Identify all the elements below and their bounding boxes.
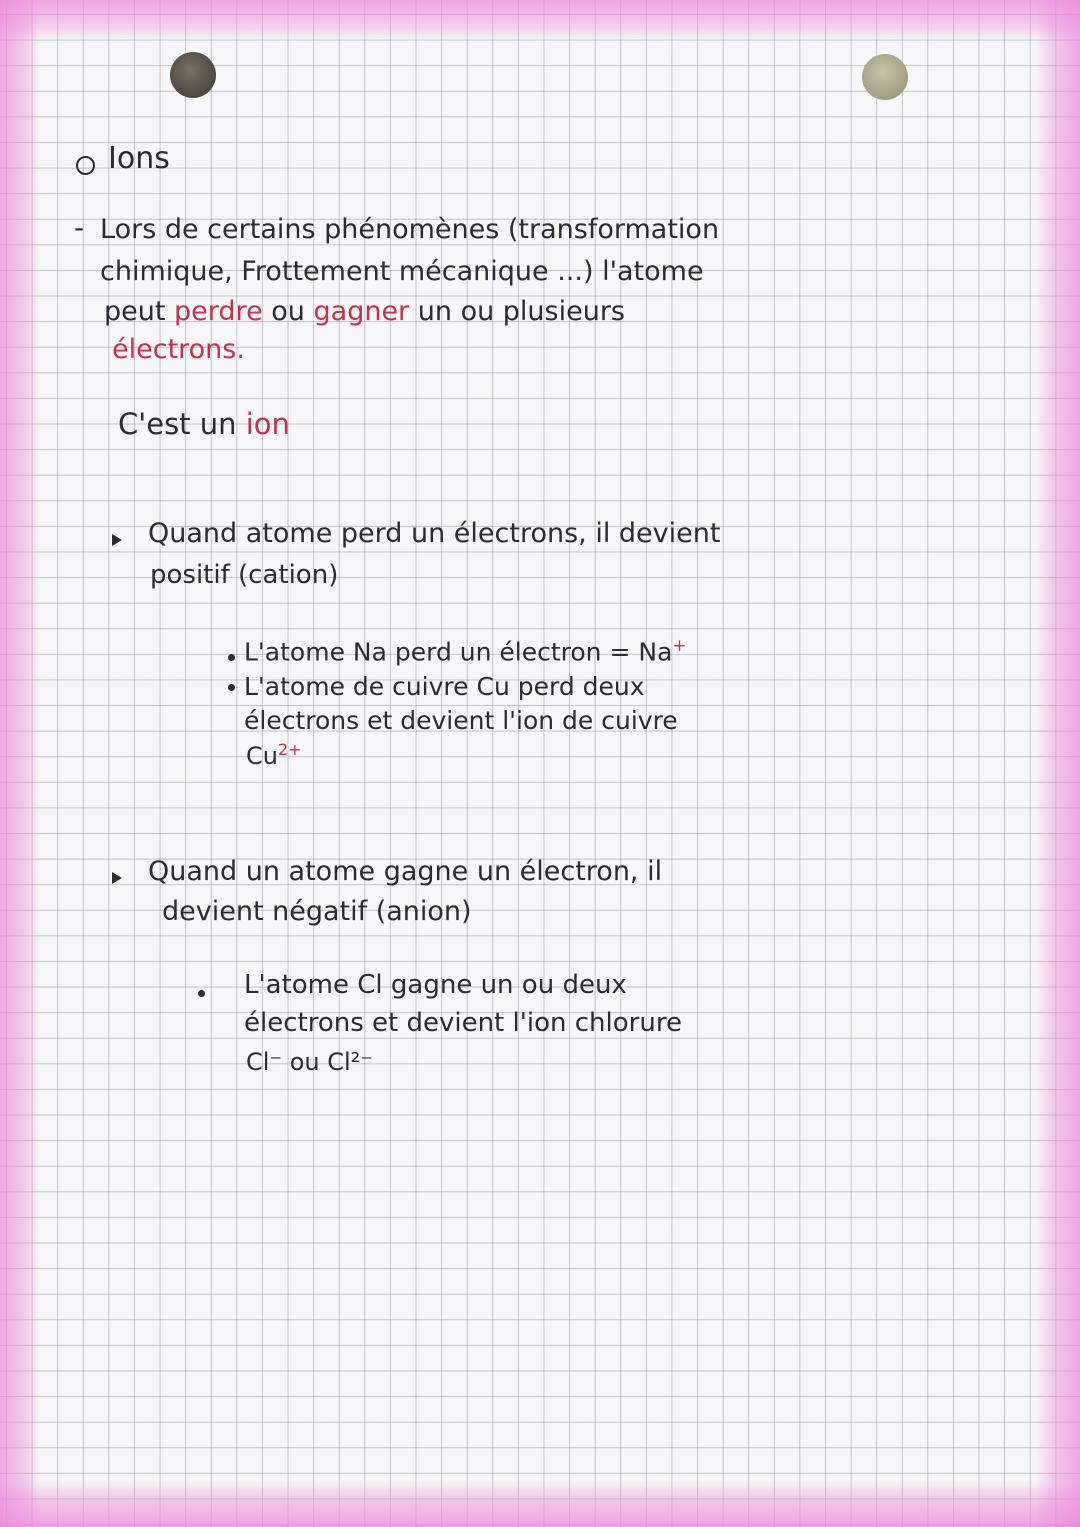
anion-example-line-1: L'atome Cl gagne un ou deux [244,970,627,1000]
intro-dash: - [74,211,85,244]
anion-example-line-3: Cl⁻ ou Cl²⁻ [246,1048,373,1076]
punch-hole-right [862,54,908,100]
copper-symbol: Cu [246,742,278,770]
intro-lose-word: perdre [174,296,263,327]
pink-border-bottom [0,1481,1080,1527]
definition-line [118,407,290,441]
intro-electrons-word: électrons. [112,334,245,365]
cation-example-1 [244,636,687,667]
pink-border-right [1036,0,1080,1527]
triangle-bullet-icon [112,872,122,884]
section-title: Ions [108,141,170,176]
cation-example-2-bullet [228,684,235,691]
punch-hole-left [170,52,216,98]
anion-line-2: devient négatif (anion) [162,896,472,927]
intro-gain-word: gagner [313,296,410,327]
cation-line-2: positif (cation) [150,560,339,590]
cation-example-1-text: L'atome Na perd un électron = Na [244,637,673,667]
cation-example-2-line-2: électrons et devient l'ion de cuivre [244,706,678,735]
intro-or-word: ou [271,296,305,327]
anion-example-line-2: électrons et devient l'ion chlorure [244,1008,682,1038]
pink-border-top [0,0,1080,40]
cation-example-1-charge: + [672,636,687,656]
definition-text: C'est un [118,407,237,441]
cation-example-2-line-3 [246,742,302,768]
definition-term: ion [245,407,290,441]
intro-line-2: chimique, Frottement mécanique ...) l'atome [100,256,704,287]
cation-example-2-line-1: L'atome de cuivre Cu perd deux [244,672,645,701]
anion-example-bullet [198,990,205,997]
intro-line-3-end: un ou plusieurs [417,296,625,327]
intro-peut: peut [104,296,166,327]
pink-border-left [0,0,40,1527]
cation-line-1: Quand atome perd un électrons, il devient [148,518,721,549]
cation-example-1-bullet [228,654,235,661]
anion-line-1: Quand un atome gagne un électron, il [148,856,663,887]
copper-charge: 2+ [277,740,302,759]
circle-bullet-icon [76,156,95,175]
intro-line-1: Lors de certains phénomènes (transformation [100,214,720,245]
intro-line-3 [104,298,625,325]
triangle-bullet-icon [112,534,122,546]
